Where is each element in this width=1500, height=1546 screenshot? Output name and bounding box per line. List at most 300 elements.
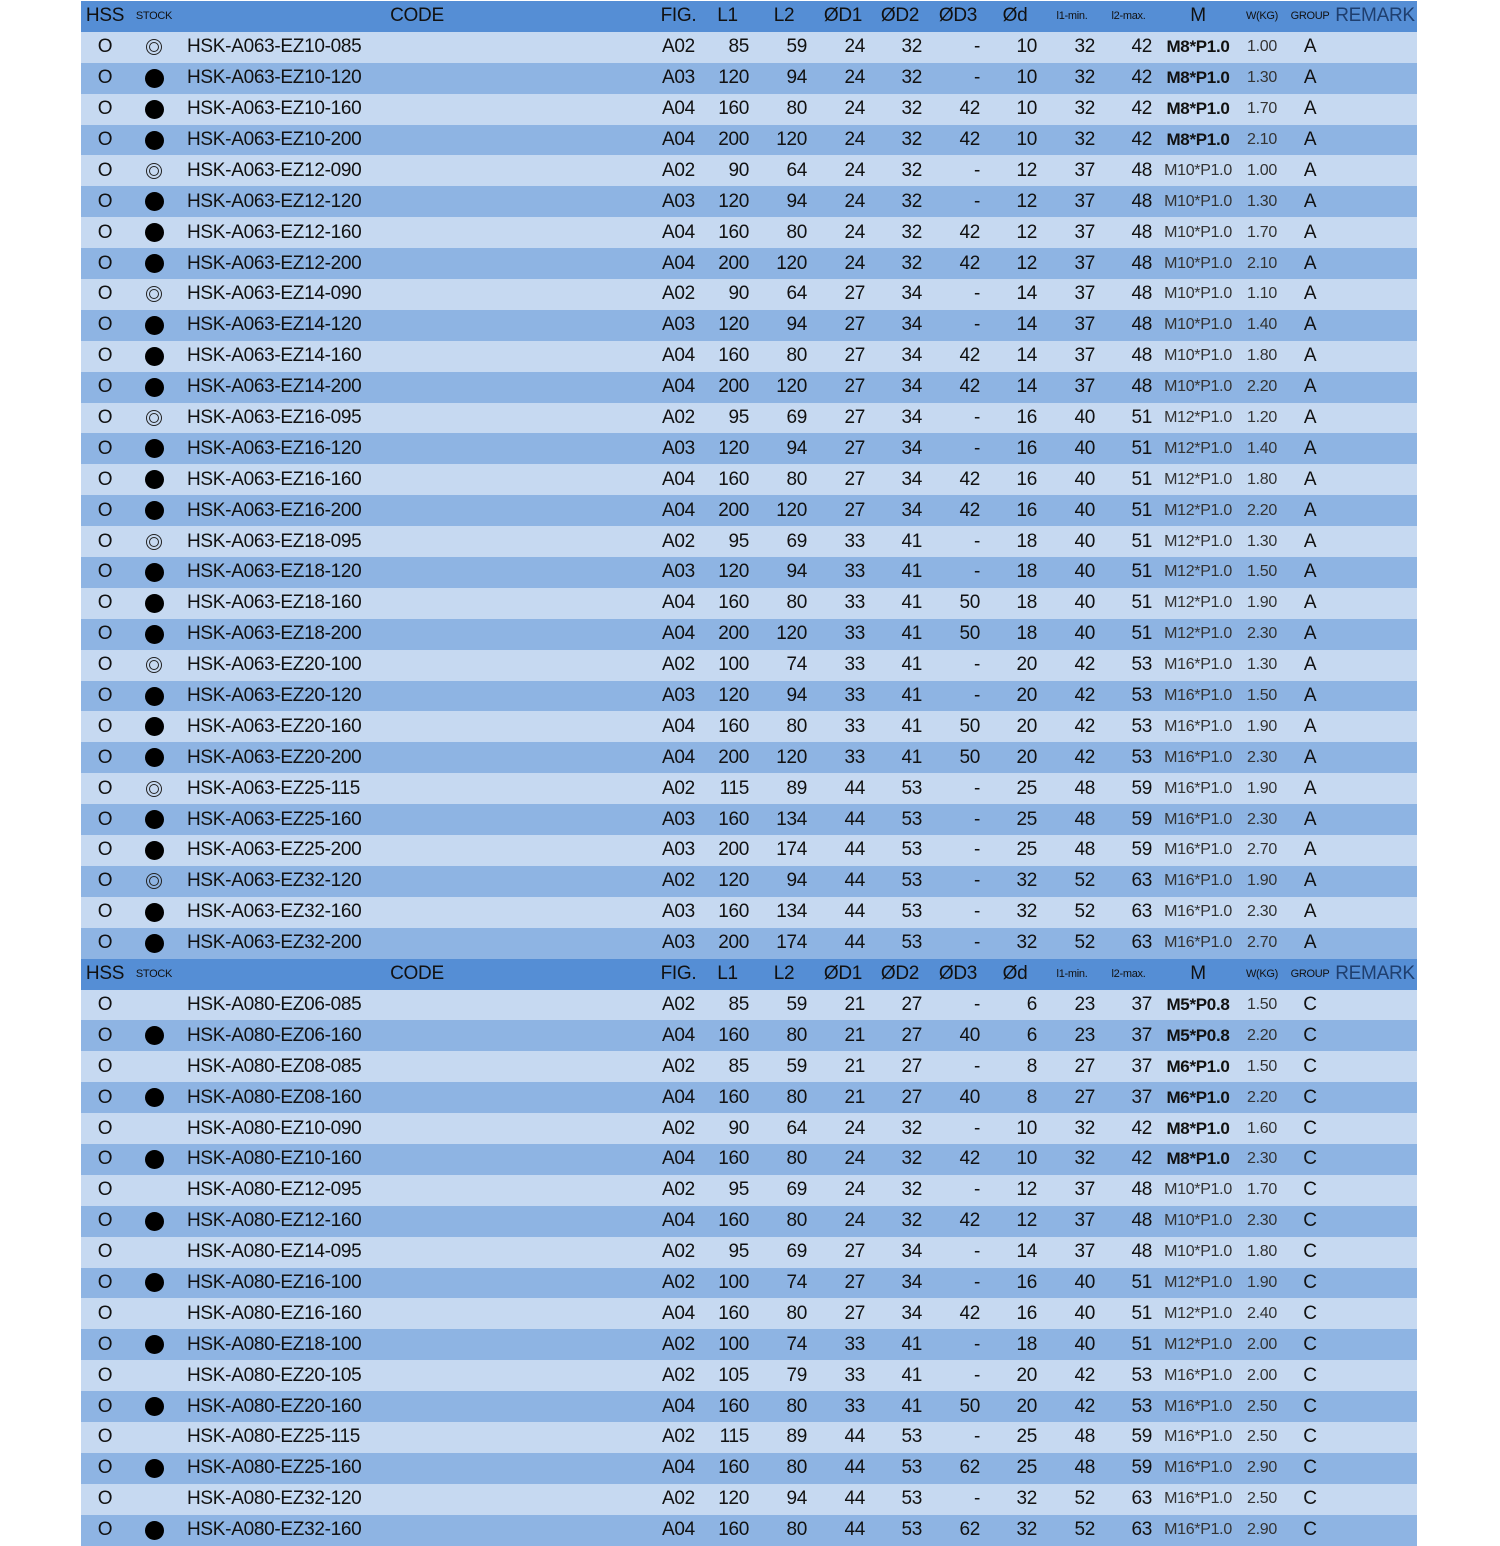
l1-cell: 120 [718,1488,749,1510]
stock-cell [129,1206,179,1237]
table-row [81,1453,1417,1484]
l1-min-cell: 32 [1074,1117,1095,1139]
remark-cell [1335,155,1415,186]
filled-circle-icon [145,1150,164,1169]
table-row [81,1298,1417,1329]
stock-cell [129,835,179,866]
stock-cell [129,186,179,217]
hss-cell: O [97,746,113,768]
l2-max-cell: 53 [1131,685,1152,707]
d3-cell: 42 [959,1302,980,1324]
d2-cell: 53 [901,901,922,923]
remark-cell [1335,588,1415,619]
d2-cell: 53 [901,1426,922,1448]
d3-cell: - [973,901,980,923]
code-cell: HSK-A063-EZ10-120 [187,67,362,89]
fig-cell: A03 [662,190,695,212]
weight-cell: 1.70 [1247,100,1277,118]
fig-cell: A04 [662,1024,695,1046]
thread-cell: M16*P1.0 [1164,903,1232,921]
group-cell: A [1303,314,1317,336]
group-cell: C [1303,1395,1317,1417]
d2-cell: 41 [901,1364,922,1386]
l2-cell: 120 [776,623,807,645]
double-circle-icon [146,657,162,673]
table-row [81,866,1417,897]
d3-cell: - [973,870,980,892]
stock-cell [129,495,179,526]
d1-cell: 33 [844,592,865,614]
l1-cell: 85 [728,993,749,1015]
remark-cell [1335,1268,1415,1299]
remark-cell [1335,372,1415,403]
hss-cell: O [97,1086,113,1108]
d2-cell: 27 [901,1024,922,1046]
l1-min-cell: 32 [1074,98,1095,120]
l2-max-cell: 51 [1131,407,1152,429]
table-row [81,464,1417,495]
d1-cell: 24 [844,190,865,212]
l1-min-cell: 52 [1074,1519,1095,1541]
table-row [81,1484,1417,1515]
table-row [81,94,1417,125]
d2-cell: 32 [901,159,922,181]
thread-cell: M16*P1.0 [1164,717,1232,735]
d3-cell: 42 [959,1148,980,1170]
thread-cell: M8*P1.0 [1166,1149,1230,1169]
header-l1-min: l1-min. [1056,10,1088,23]
l2-cell: 120 [776,746,807,768]
fig-cell: A02 [662,283,695,305]
code-cell: HSK-A080-EZ25-160 [187,1457,362,1479]
d3-cell: 50 [959,715,980,737]
d-cell: 12 [1016,252,1037,274]
group-cell: A [1303,932,1317,954]
d-cell: 32 [1016,1519,1037,1541]
d-cell: 32 [1016,1488,1037,1510]
remark-cell [1335,403,1415,434]
d2-cell: 32 [901,1148,922,1170]
hss-cell: O [97,932,113,954]
l2-cell: 59 [786,1055,807,1077]
remark-cell [1335,681,1415,712]
weight-cell: 2.20 [1247,501,1277,519]
header-stock: STOCK [135,968,173,981]
l1-min-cell: 37 [1074,190,1095,212]
l1-min-cell: 52 [1074,870,1095,892]
l1-cell: 200 [718,376,749,398]
d3-cell: - [973,36,980,58]
fig-cell: A02 [662,530,695,552]
filled-circle-icon [145,439,164,458]
group-cell: C [1303,1271,1317,1293]
hss-cell: O [97,1488,113,1510]
thread-cell: M16*P1.0 [1164,687,1232,705]
weight-cell: 1.00 [1247,161,1277,179]
group-cell: A [1303,901,1317,923]
d1-cell: 24 [844,221,865,243]
l1-min-cell: 27 [1074,1086,1095,1108]
l2-cell: 94 [786,437,807,459]
filled-circle-icon [145,841,164,860]
fig-cell: A02 [662,654,695,676]
l1-min-cell: 40 [1074,530,1095,552]
d3-cell: - [973,530,980,552]
d2-cell: 34 [901,1241,922,1263]
d2-cell: 32 [901,252,922,274]
d3-cell: 42 [959,499,980,521]
weight-cell: 2.30 [1247,1212,1277,1230]
filled-circle-icon [145,1459,164,1478]
d2-cell: 41 [901,1395,922,1417]
code-cell: HSK-A063-EZ16-200 [187,499,362,521]
d1-cell: 44 [844,1457,865,1479]
l1-cell: 200 [718,932,749,954]
l2-max-cell: 37 [1131,1055,1152,1077]
filled-circle-icon [145,1397,164,1416]
l2-cell: 174 [776,839,807,861]
stock-cell [129,1237,179,1268]
remark-cell [1335,495,1415,526]
d2-cell: 27 [901,1055,922,1077]
l1-cell: 160 [718,1457,749,1479]
l2-max-cell: 51 [1131,499,1152,521]
code-cell: HSK-A080-EZ12-095 [187,1179,362,1201]
stock-cell [129,1329,179,1360]
table-row [81,32,1417,63]
stock-cell [129,217,179,248]
l1-min-cell: 42 [1074,715,1095,737]
weight-cell: 2.50 [1247,1490,1277,1508]
stock-cell [129,1113,179,1144]
code-cell: HSK-A063-EZ10-160 [187,98,362,120]
group-cell: A [1303,499,1317,521]
l1-cell: 120 [718,561,749,583]
d1-cell: 24 [844,1210,865,1232]
d3-cell: - [973,777,980,799]
l2-cell: 120 [776,376,807,398]
header-l1: L1 [717,5,738,27]
thread-cell: M16*P1.0 [1164,1397,1232,1415]
d2-cell: 34 [901,437,922,459]
d1-cell: 33 [844,623,865,645]
l2-max-cell: 48 [1131,1210,1152,1232]
d1-cell: 44 [844,777,865,799]
code-cell: HSK-A080-EZ12-160 [187,1210,362,1232]
d1-cell: 33 [844,1364,865,1386]
thread-cell: M16*P1.0 [1164,748,1232,766]
fig-cell: A04 [662,746,695,768]
hss-cell: O [97,839,113,861]
l2-cell: 69 [786,530,807,552]
d-cell: 6 [1026,1024,1037,1046]
header-code: CODE [390,963,444,985]
table-row [81,650,1417,681]
d3-cell: - [973,67,980,89]
filled-circle-icon [145,316,164,335]
header-d2: ØD2 [880,5,920,27]
d2-cell: 27 [901,993,922,1015]
hss-cell: O [97,715,113,737]
l2-cell: 94 [786,190,807,212]
remark-cell [1335,464,1415,495]
thread-cell: M16*P1.0 [1164,1490,1232,1508]
thread-cell: M10*P1.0 [1164,223,1232,241]
d2-cell: 41 [901,1333,922,1355]
l2-max-cell: 42 [1131,36,1152,58]
d3-cell: 40 [959,1086,980,1108]
l1-min-cell: 23 [1074,993,1095,1015]
filled-circle-icon [145,810,164,829]
remark-cell [1335,897,1415,928]
filled-circle-icon [145,69,164,88]
code-cell: HSK-A080-EZ32-160 [187,1519,362,1541]
d-cell: 8 [1026,1055,1037,1077]
d2-cell: 27 [901,1086,922,1108]
hss-cell: O [97,808,113,830]
weight-cell: 1.90 [1247,594,1277,612]
code-cell: HSK-A080-EZ14-095 [187,1241,362,1263]
d2-cell: 34 [901,407,922,429]
weight-cell: 2.70 [1247,841,1277,859]
group-cell: A [1303,654,1317,676]
l2-cell: 89 [786,1426,807,1448]
group-cell: A [1303,561,1317,583]
d1-cell: 27 [844,1302,865,1324]
thread-cell: M12*P1.0 [1164,532,1232,550]
l1-cell: 100 [718,1271,749,1293]
stock-cell [129,526,179,557]
remark-cell [1335,990,1415,1021]
d-cell: 18 [1016,592,1037,614]
thread-cell: M10*P1.0 [1164,192,1232,210]
header-fig: FIG. [660,5,697,27]
l2-max-cell: 63 [1131,1488,1152,1510]
d2-cell: 53 [901,932,922,954]
fig-cell: A03 [662,808,695,830]
code-cell: HSK-A063-EZ14-090 [187,283,362,305]
d3-cell: - [973,159,980,181]
d-cell: 20 [1016,685,1037,707]
hss-cell: O [97,1148,113,1170]
thread-cell: M8*P1.0 [1166,37,1230,57]
d1-cell: 44 [844,1519,865,1541]
l1-min-cell: 32 [1074,67,1095,89]
l1-cell: 120 [718,67,749,89]
stock-cell [129,773,179,804]
code-cell: HSK-A080-EZ10-160 [187,1148,362,1170]
d2-cell: 34 [901,499,922,521]
l2-max-cell: 42 [1131,98,1152,120]
stock-cell [129,155,179,186]
code-cell: HSK-A063-EZ20-200 [187,746,362,768]
table-row [81,557,1417,588]
hss-cell: O [97,407,113,429]
d-cell: 20 [1016,654,1037,676]
filled-circle-icon [145,903,164,922]
fig-cell: A04 [662,376,695,398]
fig-cell: A03 [662,839,695,861]
stock-cell [129,341,179,372]
l1-cell: 100 [718,1333,749,1355]
group-cell: A [1303,839,1317,861]
table-row [81,742,1417,773]
header-stock: STOCK [135,10,173,23]
remark-cell [1335,279,1415,310]
l2-max-cell: 37 [1131,1086,1152,1108]
l1-cell: 85 [728,36,749,58]
weight-cell: 2.40 [1247,1304,1277,1322]
l2-cell: 64 [786,283,807,305]
table-row [81,495,1417,526]
fig-cell: A04 [662,1210,695,1232]
d3-cell: 42 [959,98,980,120]
fig-cell: A02 [662,1364,695,1386]
stock-cell [129,1020,179,1051]
l1-cell: 160 [718,98,749,120]
stock-cell [129,1082,179,1113]
d2-cell: 34 [901,1302,922,1324]
l2-cell: 80 [786,345,807,367]
d-cell: 14 [1016,283,1037,305]
thread-cell: M10*P1.0 [1164,347,1232,365]
filled-circle-icon [145,100,164,119]
l2-cell: 89 [786,777,807,799]
fig-cell: A04 [662,715,695,737]
l1-min-cell: 42 [1074,1364,1095,1386]
thread-cell: M8*P1.0 [1166,130,1230,149]
remark-cell [1335,1515,1415,1546]
thread-cell: M12*P1.0 [1164,594,1232,612]
l2-max-cell: 51 [1131,1333,1152,1355]
fig-cell: A02 [662,1179,695,1201]
remark-cell [1335,1391,1415,1422]
d-cell: 10 [1016,129,1037,150]
group-cell: A [1303,808,1317,830]
stock-cell [129,588,179,619]
l1-cell: 200 [718,839,749,861]
d2-cell: 32 [901,1179,922,1201]
d2-cell: 32 [901,98,922,120]
table-row [81,588,1417,619]
d1-cell: 44 [844,932,865,954]
d3-cell: - [973,190,980,212]
code-cell: HSK-A063-EZ18-120 [187,561,362,583]
remark-cell [1335,186,1415,217]
d3-cell: - [973,1117,980,1139]
filled-circle-icon [145,378,164,397]
hss-cell: O [97,777,113,799]
l1-min-cell: 37 [1074,283,1095,305]
table-row [81,990,1417,1021]
stock-cell [129,650,179,681]
d2-cell: 53 [901,777,922,799]
filled-circle-icon [145,501,164,520]
group-cell: A [1303,190,1317,212]
l2-max-cell: 63 [1131,1519,1152,1541]
thread-cell: M16*P1.0 [1164,779,1232,797]
stock-cell [129,433,179,464]
l2-cell: 94 [786,870,807,892]
l1-min-cell: 23 [1074,1024,1095,1046]
fig-cell: A02 [662,1271,695,1293]
d3-cell: 42 [959,1210,980,1232]
l1-min-cell: 37 [1074,376,1095,398]
header-weight: W(KG) [1245,968,1279,981]
l1-min-cell: 37 [1074,1210,1095,1232]
weight-cell: 1.10 [1247,285,1277,303]
group-cell: A [1303,746,1317,768]
header-m: M [1190,5,1206,27]
thread-cell: M12*P1.0 [1164,439,1232,457]
group-cell: A [1303,67,1317,89]
filled-circle-icon [145,625,164,644]
hss-cell: O [97,190,113,212]
weight-cell: 1.40 [1247,316,1277,334]
group-cell: A [1303,623,1317,645]
hss-cell: O [97,685,113,707]
l2-cell: 59 [786,36,807,58]
l2-max-cell: 59 [1131,1457,1152,1479]
filled-circle-icon [145,687,164,706]
l1-cell: 95 [728,407,749,429]
l1-cell: 160 [718,1148,749,1170]
l1-cell: 200 [718,499,749,521]
code-cell: HSK-A063-EZ12-200 [187,252,362,274]
d2-cell: 53 [901,839,922,861]
code-cell: HSK-A063-EZ20-160 [187,715,362,737]
filled-circle-icon [145,347,164,366]
table-row [81,1020,1417,1051]
l1-cell: 160 [718,901,749,923]
header-l1: L1 [717,963,738,985]
l2-max-cell: 51 [1131,623,1152,645]
stock-cell [129,804,179,835]
code-cell: HSK-A080-EZ06-160 [187,1024,362,1046]
weight-cell: 2.30 [1247,625,1277,643]
d3-cell: - [973,654,980,676]
d1-cell: 24 [844,252,865,274]
remark-cell [1335,1237,1415,1268]
code-cell: HSK-A080-EZ08-160 [187,1086,362,1108]
l2-max-cell: 59 [1131,777,1152,799]
l1-min-cell: 37 [1074,345,1095,367]
d3-cell: - [973,1055,980,1077]
code-cell: HSK-A063-EZ32-120 [187,870,362,892]
header-d: Ød [1002,963,1028,985]
hss-cell: O [97,1426,113,1448]
fig-cell: A03 [662,437,695,459]
group-cell: A [1303,252,1317,274]
d1-cell: 24 [844,98,865,120]
l1-min-cell: 37 [1074,1241,1095,1263]
stock-cell [129,711,179,742]
l1-cell: 85 [728,1055,749,1077]
thread-cell: M16*P1.0 [1164,841,1232,859]
d-cell: 16 [1016,437,1037,459]
l1-cell: 120 [718,437,749,459]
filled-circle-icon [145,934,164,953]
weight-cell: 2.00 [1247,1366,1277,1384]
table-row [81,711,1417,742]
code-cell: HSK-A080-EZ06-085 [187,993,362,1015]
code-cell: HSK-A063-EZ18-160 [187,592,362,614]
remark-cell [1335,1329,1415,1360]
remark-cell [1335,866,1415,897]
hss-cell: O [97,1179,113,1201]
remark-cell [1335,94,1415,125]
thread-cell: M10*P1.0 [1164,285,1232,303]
